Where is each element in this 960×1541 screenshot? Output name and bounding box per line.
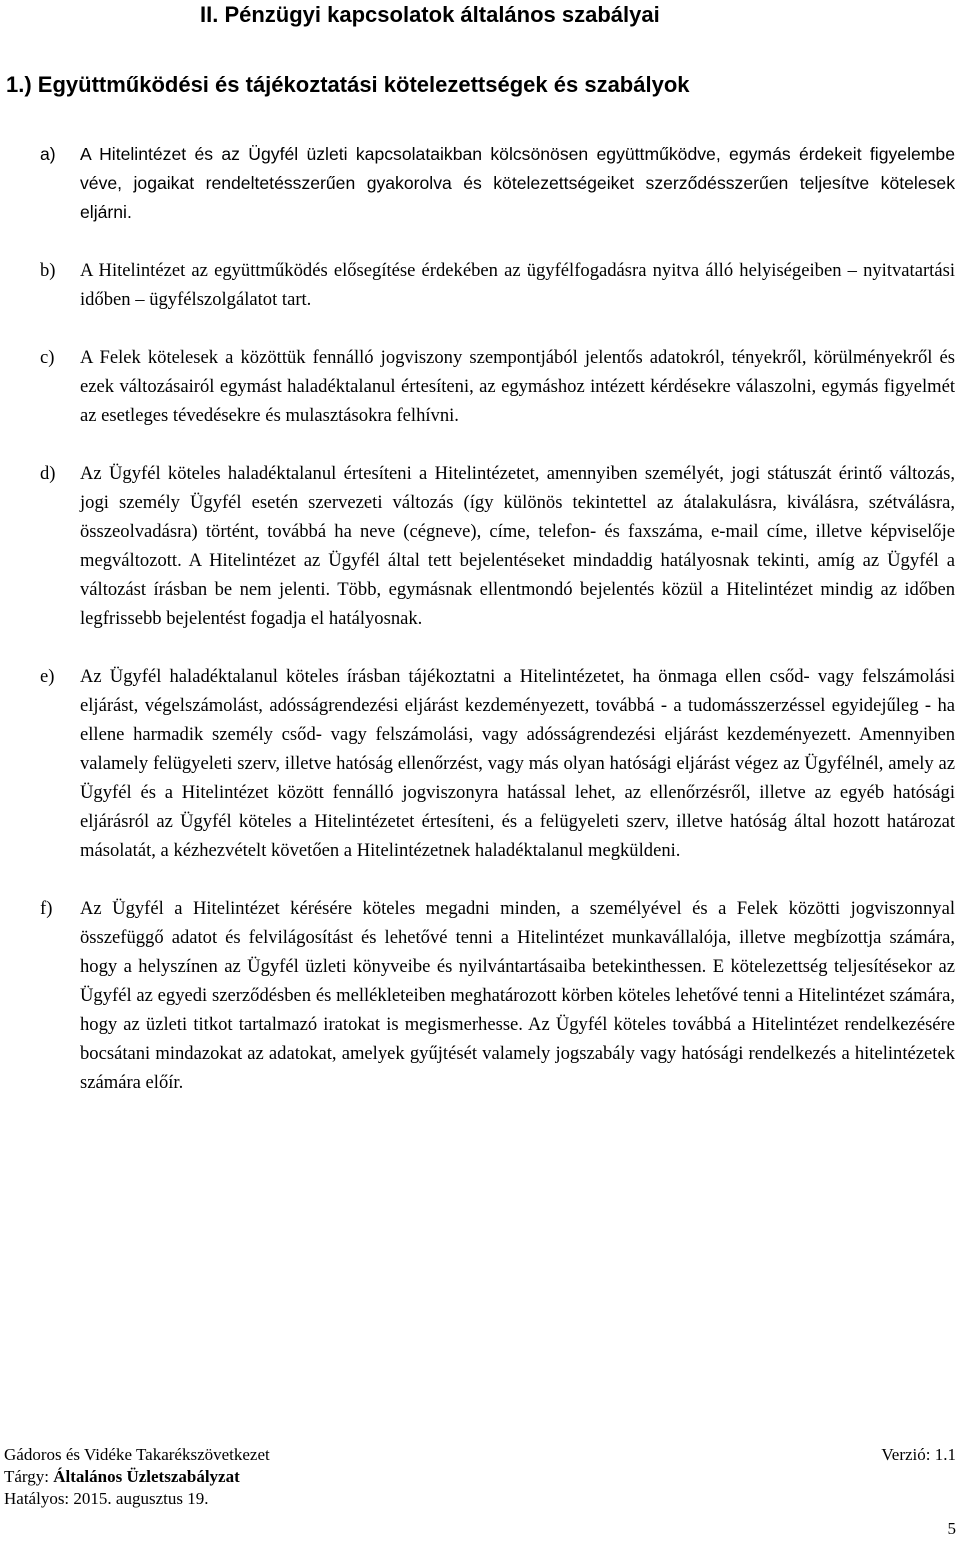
item-text: Az Ügyfél a Hitelintézet kérésére köteles megadni minden, a személyével és a Felek közötti jogviszonnyal összefüggő adatot és felvilágosítást és lehetővé tenni a Hitelintézet munkavállalója, illetve megbízottja számára, hogy a helyszínen az Ügyfél üzleti könyveibe és nyilvántartásaiba betekinthessen. E kötelezettség teljesítésekor az Ügyfél az egyedi szerződésben és mellékleteiben meghatározott körben köteles lehetővé tenni a Hitelintézet számára, hogy az üzleti titkot tartalmazó iratokat is megismerhesse. Az Ügyfél köteles továbbá a Hitelintézet rendelkezésére bocsátani mindazokat az adatokat, amelyek gyűjtését valamely jogszabály vagy hatósági rendelkezés a hitelintézetek számára előír. bbox=[80, 898, 955, 1093]
list-item bbox=[40, 256, 955, 314]
item-marker: b) bbox=[40, 260, 56, 281]
item-text: A Hitelintézet az együttműködés elősegítése érdekében az ügyfélfogadásra nyitva álló helyiségeiben – nyitvatartási időben – ügyfélszolgálatot tart. bbox=[80, 260, 955, 310]
item-text: A Felek kötelesek a közöttük fennálló jogviszony szempontjából jelentős adatokról, tényekről, körülményekről és ezek változásairól egymást haladéktalanul értesíteni, az egymáshoz intézett kérdésekre válaszolni, egymás figyelmét az esetleges tévedésekre és mulasztásokra felhívni. bbox=[80, 347, 955, 426]
list-item bbox=[40, 894, 955, 1097]
page-number: 5 bbox=[947, 1519, 956, 1538]
footer-subject-label: Tárgy: bbox=[4, 1467, 50, 1486]
item-text: A Hitelintézet és az Ügyfél üzleti kapcsolataikban kölcsönösen együttműködve, egymás érdekeit figyelembe véve, jogaikat rendeltetésszerűen gyakorolva és kötelezettségeiket szerződésszerűen teljesítve kötelesek eljárni. bbox=[80, 144, 955, 222]
item-marker: d) bbox=[40, 463, 56, 484]
item-text: Az Ügyfél köteles haladéktalanul értesíteni a Hitelintézetet, amennyiben személyét, jogi státuszát érintő változás, jogi személy Ügyfél esetén szervezeti változás (így különös tekintettel az átalakulásra, kiválásra, szétválásra, összeolvadásra) történt, továbbá ha neve (cégneve), címe, telefon- és faxszáma, e-mail címe, illetve képviselője megváltozott. A Hitelintézet az Ügyfél által tett bejelentéseket mindaddig hatályosnak tekinti, amíg az Ügyfél a változást írásban be nem jelenti. Több, egymásnak ellentmondó bejelentés közül a Hitelintézet mindig az időben legfrissebb bejelentést fogadja el hatályosnak. bbox=[80, 463, 955, 629]
subsection-title: 1.) Együttműködési és tájékoztatási kötelezettségek és szabályok bbox=[6, 72, 690, 97]
list-item bbox=[40, 343, 955, 430]
list-item bbox=[40, 140, 955, 227]
list-item bbox=[40, 662, 955, 865]
item-marker: c) bbox=[40, 347, 55, 368]
paragraph-list bbox=[40, 140, 955, 1126]
footer-effective-date: Hatályos: 2015. augusztus 19. bbox=[4, 1489, 209, 1508]
item-marker: f) bbox=[40, 898, 53, 919]
footer-subject-value: Általános Üzletszabályzat bbox=[53, 1467, 240, 1486]
section-title: II. Pénzügyi kapcsolatok általános szabályai bbox=[200, 2, 660, 27]
item-text: Az Ügyfél haladéktalanul köteles írásban tájékoztatni a Hitelintézetet, ha önmaga ellen csőd- vagy felszámolási eljárást, végelszámolást, adósságrendezési eljárást kezdeményezett, továbbá - a tudomásszerzéssel egyidejűleg - ha ellene harmadik személy csőd- vagy felszámolási, vagy adósságrendezési eljárást kezdeményezett. Amennyiben valamely felügyeleti szerv, illetve hatóság ellenőrzést, vagy más olyan hatósági eljárást végez az Ügyfélnél, amely az Ügyfél és a Hitelintézet között fennálló jogviszonyra hatással lehet, az ellenőrzésről, illetve az egyéb hatósági eljárásról az Ügyfél köteles a Hitelintézetet értesíteni, és a felügyeleti szerv, illetve hatóság által hozott határozat másolatát, a kézhezvételt követően a Hitelintézetnek haladéktalanul megküldeni. bbox=[80, 666, 955, 861]
footer-organization: Gádoros és Vidéke Takarékszövetkezet bbox=[4, 1445, 270, 1464]
item-marker: a) bbox=[40, 144, 56, 164]
page-footer bbox=[4, 1444, 956, 1540]
list-item bbox=[40, 459, 955, 633]
footer-info bbox=[4, 1444, 270, 1510]
item-marker: e) bbox=[40, 666, 55, 687]
footer-version: Verzió: 1.1 bbox=[881, 1445, 956, 1464]
footer-subject bbox=[4, 1466, 270, 1488]
